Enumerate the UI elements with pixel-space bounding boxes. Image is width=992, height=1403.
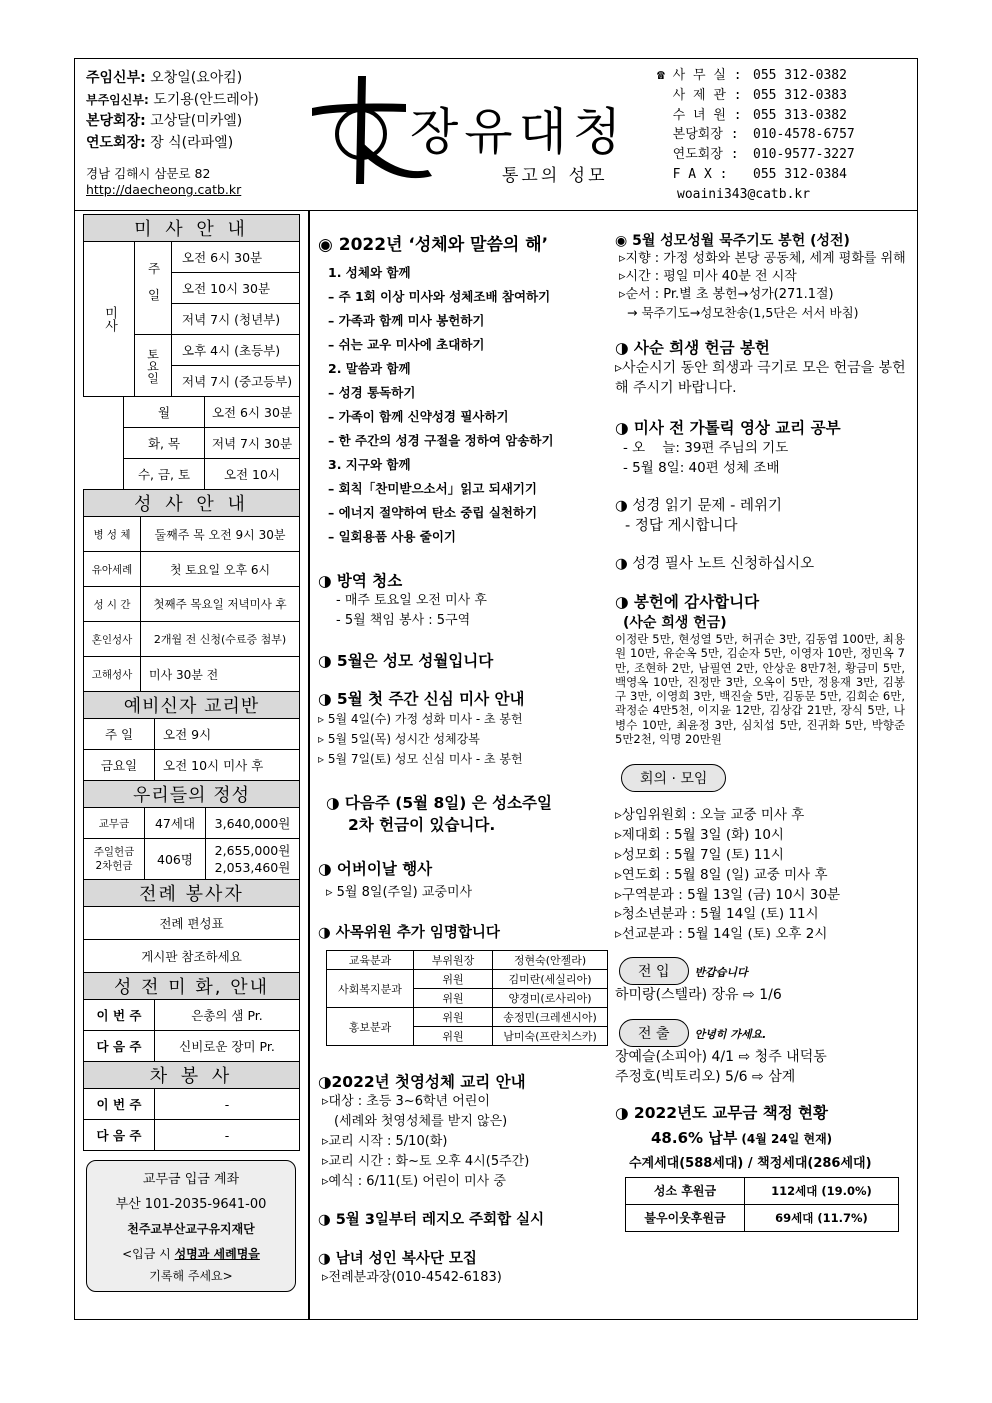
thanks-title: ◑ 봉헌에 감사합니다	[615, 593, 760, 611]
lent-text: ▹사순시기 동안 희생과 극기로 모은 헌금을 봉헌해 주시기 바랍니다.	[615, 360, 906, 396]
flower-value: 은총의 샘 Pr.	[155, 1000, 300, 1031]
offering-amount	[206, 839, 300, 880]
bible-item: - 정답 게시합니다	[625, 518, 738, 534]
firstweek-title: ◑ 5월 첫 주간 신심 미사 안내	[318, 690, 525, 708]
address: 경남 김해시 삼문로 82	[86, 166, 211, 181]
contact-list	[657, 66, 855, 205]
sacrament-desc: 둘째주 목 오전 9시 30분	[141, 517, 300, 552]
contact-label: ☎ 사 무 실 :	[657, 68, 742, 83]
email[interactable]: woaini343@catb.kr	[677, 186, 811, 202]
flower-table	[83, 972, 300, 1062]
out-item: 주정호(빅토리오) 5/6 ⇨ 삼계	[615, 1068, 796, 1085]
weekday-time: 저녁 7시 30분	[205, 428, 300, 459]
video-item: - 오 늘: 39편 주님의 기도	[623, 440, 789, 456]
meeting-item: ▹선교분과 : 5월 14일 (토) 오후 2시	[615, 926, 828, 943]
offering-label-b: 2차헌금	[95, 860, 133, 872]
firstcomm-item: ▹예식 : 6/11(토) 어린이 미사 중	[322, 1174, 506, 1189]
contact-row	[657, 145, 855, 165]
rosary-item: → 묵주기도→성모찬송(1,5단은 서서 바침)	[627, 305, 859, 320]
clergy-row	[86, 133, 259, 155]
dues-label: 불우이웃후원금	[626, 1204, 745, 1231]
parents-title: ◑ 어버이날 행사	[318, 860, 433, 878]
mass-schedule-title: 미 사 안 내	[84, 215, 300, 242]
offering-title: 우리들의 정성	[84, 781, 300, 808]
appoint-role: 위원	[414, 989, 493, 1008]
nextweek-title-2: 2차 헌금이 있습니다.	[348, 816, 496, 834]
sacrament-desc: 미사 30분 전	[141, 657, 300, 692]
year-item: – 일회용품 사용 줄이기	[328, 529, 456, 544]
flower-label: 다 음 주	[84, 1031, 155, 1062]
clergy-name: 도기용(안드레아)	[153, 91, 259, 108]
appoint-person: 김미란(세실리아)	[493, 970, 608, 989]
weekday-day: 수, 금, 토	[124, 459, 205, 490]
contact-value: 055 312-0383	[753, 87, 847, 103]
video-item: - 5월 8일: 40편 성체 조배	[623, 460, 780, 476]
appoint-person: 송정민(크레센시아)	[493, 1008, 608, 1027]
firstweek-item: ▹ 5월 5일(목) 성시간 성체강복	[318, 732, 480, 746]
year-item: – 한 주간의 성경 구절을 정하여 암송하기	[328, 433, 554, 448]
clergy-row	[86, 68, 259, 90]
sacrament-name: 혼인성사	[84, 622, 141, 657]
offering-amount: 3,640,000원	[206, 808, 300, 839]
offering-amount-b: 2,053,460원	[214, 860, 291, 875]
firstcomm-item: ▹교리 시작 : 5/10(화)	[322, 1134, 448, 1149]
in-pill: 전 입	[619, 957, 689, 985]
car-label: 다 음 주	[84, 1120, 155, 1151]
clergy-role: 주임신부:	[86, 70, 146, 86]
header	[74, 58, 918, 211]
firstcomm-item: ▹교리 시간 : 화~토 오후 4시(5주간)	[322, 1154, 530, 1169]
right-column	[615, 230, 910, 1232]
contact-label: F A X :	[657, 166, 728, 182]
meeting-item: ▹제대회 : 5월 3일 (화) 10시	[615, 827, 784, 844]
account-box	[86, 1160, 296, 1292]
account-note-2: 기록해 주세요>	[149, 1269, 233, 1283]
meeting-item: ▹연도회 : 5월 8일 (일) 교중 미사 후	[615, 866, 828, 883]
clergy-role: 본당회장:	[86, 113, 146, 129]
website-link[interactable]: http://daecheong.catb.kr	[86, 182, 242, 197]
sacrament-desc: 2개월 전 신청(수료증 첨부)	[141, 622, 300, 657]
year-item: – 에너지 절약하여 탄소 중립 실천하기	[328, 505, 538, 520]
rosary-item: ▹지향 : 가정 성화와 본당 공동체, 세계 평화를 위해	[619, 251, 906, 266]
dues-line	[615, 1127, 910, 1148]
clergy-name: 장 식(라파엘)	[150, 134, 234, 151]
sacrament-desc: 첫 토요일 오후 6시	[141, 552, 300, 587]
sacrament-name: 병 성 체	[84, 517, 141, 552]
appoint-person: 양경미(로사리아)	[493, 989, 608, 1008]
year-list	[318, 261, 618, 549]
contact-row	[657, 125, 855, 145]
out-pill-wrap	[619, 1019, 910, 1047]
catechumen-day: 주 일	[84, 719, 155, 750]
copy-title: ◑ 성경 필사 노트 신청하십시오	[615, 556, 815, 572]
meeting-list	[615, 806, 910, 945]
weekday-mass-table	[123, 396, 300, 490]
clergy-name: 고상달(미카엘)	[150, 113, 243, 129]
contact-row	[657, 86, 855, 106]
year-item: – 가족이 함께 신약성경 필사하기	[328, 409, 509, 424]
contact-label: 본당회장 :	[657, 127, 739, 143]
firstweek-item: ▹ 5월 4일(수) 가정 성화 미사 - 초 봉헌	[318, 712, 523, 726]
appoint-person: 정현숙(안젤라)	[493, 951, 608, 970]
firstcomm-item: (세례와 첫영성체를 받지 않은)	[334, 1114, 508, 1129]
account-note-a: <입금 시	[122, 1247, 175, 1261]
catechumen-day: 금요일	[84, 750, 155, 781]
contact-value: 010-9577-3227	[753, 147, 855, 163]
appoint-role: 위원	[414, 970, 493, 989]
liturgy-table	[83, 879, 300, 973]
appoint-group: 교육분과	[327, 951, 414, 970]
contact-row	[657, 66, 855, 86]
clergy-list	[86, 68, 259, 154]
offering-label-a: 주일헌금	[93, 846, 135, 858]
altar-item: ▹전례분과장(010-4542-6183)	[322, 1270, 502, 1285]
offering-count: 47세대	[145, 808, 206, 839]
clergy-role: 부주임신부:	[86, 92, 149, 107]
contact-value: 010-4578-6757	[753, 127, 855, 143]
appoint-title: ◑ 사목위원 추가 임명합니다	[318, 925, 500, 941]
dues-value: 69세대 (11.7%)	[745, 1204, 899, 1231]
clergy-row	[86, 111, 259, 133]
bulletin-subtitle: 통고의 성모	[502, 166, 608, 186]
account-owner: 천주교부산교구유지재단	[127, 1222, 255, 1236]
appoint-group: 사회복지분과	[327, 970, 414, 1008]
sunday-time: 오전 10시 30분	[172, 273, 300, 304]
sacrament-name: 성 시 간	[84, 587, 141, 622]
clean-title: ◑ 방역 청소	[318, 572, 403, 590]
clean-item: - 5월 책임 봉사 : 5구역	[336, 613, 471, 628]
clergy-name: 오창일(요아킴)	[150, 70, 243, 86]
lent-title: ◑ 사순 희생 헌금 봉헌	[615, 339, 770, 357]
appoint-role: 위원	[414, 1008, 493, 1027]
clergy-row	[86, 90, 259, 112]
saturday-label: 토요일	[135, 335, 172, 397]
dues-percent: 48.6% 납부	[651, 1128, 738, 1147]
bible-title: ◑ 성경 읽기 문제 - 레위기	[615, 498, 782, 514]
mass-label: 미사	[84, 242, 135, 397]
dues-value: 112세대 (19.0%)	[745, 1177, 899, 1204]
parents-item: ▹ 5월 8일(주일) 교중미사	[326, 885, 473, 900]
catechumen-title: 예비신자 교리반	[84, 692, 300, 719]
contact-value: 055 312-0382	[753, 68, 847, 83]
account-note	[87, 1242, 295, 1267]
appoint-person: 남미숙(프란치스카)	[493, 1027, 608, 1046]
contact-value: 055 312-0384	[753, 166, 847, 182]
meeting-item: ▹구역분과 : 5월 13일 (금) 10시 30분	[615, 886, 841, 903]
out-pill: 전 출	[619, 1019, 689, 1047]
year-item: – 가족과 함께 미사 봉헌하기	[328, 313, 485, 328]
video-title: ◑ 미사 전 가톨릭 영상 교리 공부	[615, 419, 841, 437]
mass-schedule-table	[83, 214, 300, 397]
account-title: 교무금 입금 계좌	[142, 1172, 240, 1187]
offering-count: 406명	[145, 839, 206, 880]
offering-label: 교무금	[84, 808, 145, 839]
dues-label: 성소 후원금	[626, 1177, 745, 1204]
meeting-item: ▹청소년분과 : 5월 14일 (토) 11시	[615, 906, 819, 923]
car-title: 차 봉 사	[84, 1062, 300, 1089]
sacrament-name: 유아세례	[84, 552, 141, 587]
meeting-item: ▹성모회 : 5월 7일 (토) 11시	[615, 846, 784, 863]
rosary-item: ▹시간 : 평일 미사 40분 전 시작	[619, 269, 797, 284]
year-item: 3. 지구와 함께	[328, 457, 411, 472]
dues-date: (4월 24일 현재)	[737, 1131, 833, 1146]
appoint-group: 홍보분과	[327, 1008, 414, 1046]
contact-label: 사 제 관 :	[657, 87, 742, 103]
sacrament-name: 고해성사	[84, 657, 141, 692]
rosary-item: ▹순서 : Pr.별 초 봉헌→성가(271.1절)	[619, 287, 834, 302]
dues-table	[625, 1177, 899, 1232]
contact-value: 055 313-0382	[753, 107, 847, 123]
car-value: -	[155, 1120, 300, 1151]
appoint-table	[326, 950, 608, 1046]
liturgy-row: 전례 편성표	[84, 907, 300, 940]
clergy-role: 연도회장:	[86, 134, 146, 151]
contact-row	[657, 106, 855, 126]
contact-label: 수 녀 원 :	[657, 107, 742, 123]
left-column	[83, 214, 300, 1151]
address-block	[86, 166, 241, 198]
sunday-time: 저녁 7시 (청년부)	[172, 304, 300, 335]
flower-value: 신비로운 장미 Pr.	[155, 1031, 300, 1062]
sacrament-table	[83, 489, 300, 692]
thanks-sub: (사순 희생 헌금)	[623, 615, 727, 631]
sunday-label: 주일	[135, 242, 172, 335]
legio-title: ◑ 5월 3일부터 레지오 주회합 실시	[318, 1212, 545, 1228]
weekday-day: 화, 목	[124, 428, 205, 459]
year-item: – 주 1회 이상 미사와 성체조배 참여하기	[328, 289, 551, 304]
offering-table	[83, 780, 300, 880]
account-note-b: 성명과 세례명을	[174, 1247, 260, 1261]
weekday-time: 오전 6시 30분	[205, 397, 300, 428]
dues-line-2: 수계세대(588세대) / 책정세대(286세대)	[629, 1155, 872, 1171]
firstcomm-title: ◑2022년 첫영성체 교리 안내	[318, 1073, 526, 1091]
saturday-time: 오후 4시 (초등부)	[172, 335, 300, 366]
meeting-pill: 회의 · 모임	[621, 764, 726, 792]
firstcomm-item: ▹대상 : 초등 3~6학년 어린이	[322, 1094, 490, 1109]
catechumen-time: 오전 10시 미사 후	[155, 750, 300, 781]
meeting-pill-wrap	[621, 764, 910, 792]
may-title: ◑ 5월은 성모 성월입니다	[318, 652, 494, 670]
column-divider	[308, 211, 310, 1320]
appoint-role: 위원	[414, 1027, 493, 1046]
in-pill-wrap	[619, 957, 910, 985]
dues-title: ◑ 2022년도 교무금 책정 현황	[615, 1103, 829, 1122]
liturgy-row: 게시판 참조하세요	[84, 940, 300, 973]
thanks-text: 이정란 5만, 현성열 5만, 허귀순 3만, 김동엽 100만, 최용원 10만, 유순옥 5만, 김순자 5만, 이영자 10만, 정민옥 7만, 조현하 2만, 남필연 2만, 안상운 8만7천, 황금미 5만, 백영옥 10만, 진정만 3만, 오옥이 5만, 정용재 3만, 김봉구 3만, 이영희 3만, 백진술 5만, 김동문 5만, 김희순 6만, 곽정순 4만5천, 이지윤 12만, 김상갑 21만, 장식 5만, 나병수 10만, 최윤정 3만, 심치섭 5만, 진귀화 5만, 박향준 5만2천, 익명 20만원	[615, 632, 905, 747]
year-item: – 쉬는 교우 미사에 초대하기	[328, 337, 485, 352]
year-item: 1. 성체와 함께	[328, 265, 411, 280]
year-item: 2. 말씀과 함께	[328, 361, 411, 376]
offering-label	[84, 839, 145, 880]
in-stamp: 반갑습니다	[694, 965, 748, 979]
weekday-day: 월	[124, 397, 205, 428]
meeting-item: ▹상임위원회 : 오늘 교중 미사 후	[615, 807, 805, 824]
contact-label: 연도회장 :	[657, 147, 739, 163]
saturday-time: 저녁 7시 (중고등부)	[172, 366, 300, 397]
firstweek-item: ▹ 5월 7일(토) 성모 신심 미사 - 초 봉헌	[318, 752, 523, 766]
altar-title: ◑ 남녀 성인 복사단 모집	[318, 1251, 477, 1267]
catechumen-time: 오전 9시	[155, 719, 300, 750]
car-label: 이 번 주	[84, 1089, 155, 1120]
rosary-title: ◉ 5월 성모성월 묵주기도 봉헌 (성전)	[615, 233, 850, 249]
contact-row	[657, 165, 855, 185]
sacrament-desc: 첫째주 목요일 저녁미사 후	[141, 587, 300, 622]
flower-title: 성 전 미 화, 안내	[84, 973, 300, 1000]
catechumen-table	[83, 691, 300, 781]
year-item: – 회칙「찬미받으소서」읽고 되새기기	[328, 481, 538, 496]
out-item: 장예슬(소피아) 4/1 ⇨ 청주 내덕동	[615, 1048, 827, 1065]
year-title: ◉ 2022년 ‘성체와 말씀의 해’	[318, 235, 549, 255]
sacrament-title: 성 사 안 내	[84, 490, 300, 517]
car-value: -	[155, 1089, 300, 1120]
account-number: 부산 101-2035-9641-00	[115, 1197, 267, 1212]
out-stamp: 안녕히 가세요.	[694, 1027, 767, 1041]
in-item: 하미랑(스텔라) 장유 ⇨ 1/6	[615, 986, 782, 1003]
bulletin-title: 장유대청	[410, 103, 628, 161]
flower-label: 이 번 주	[84, 1000, 155, 1031]
offering-amount-a: 2,655,000원	[214, 843, 291, 858]
car-table	[83, 1061, 300, 1151]
sunday-time: 오전 6시 30분	[172, 242, 300, 273]
middle-column	[318, 230, 618, 1288]
nextweek-title: ◑ 다음주 (5월 8일) 은 성소주일	[326, 794, 552, 812]
liturgy-title: 전례 봉사자	[84, 880, 300, 907]
clean-item: - 매주 토요일 오전 미사 후	[336, 593, 487, 608]
appoint-role: 부위원장	[414, 951, 493, 970]
year-item: – 성경 통독하기	[328, 385, 416, 400]
weekday-time: 오전 10시	[205, 459, 300, 490]
